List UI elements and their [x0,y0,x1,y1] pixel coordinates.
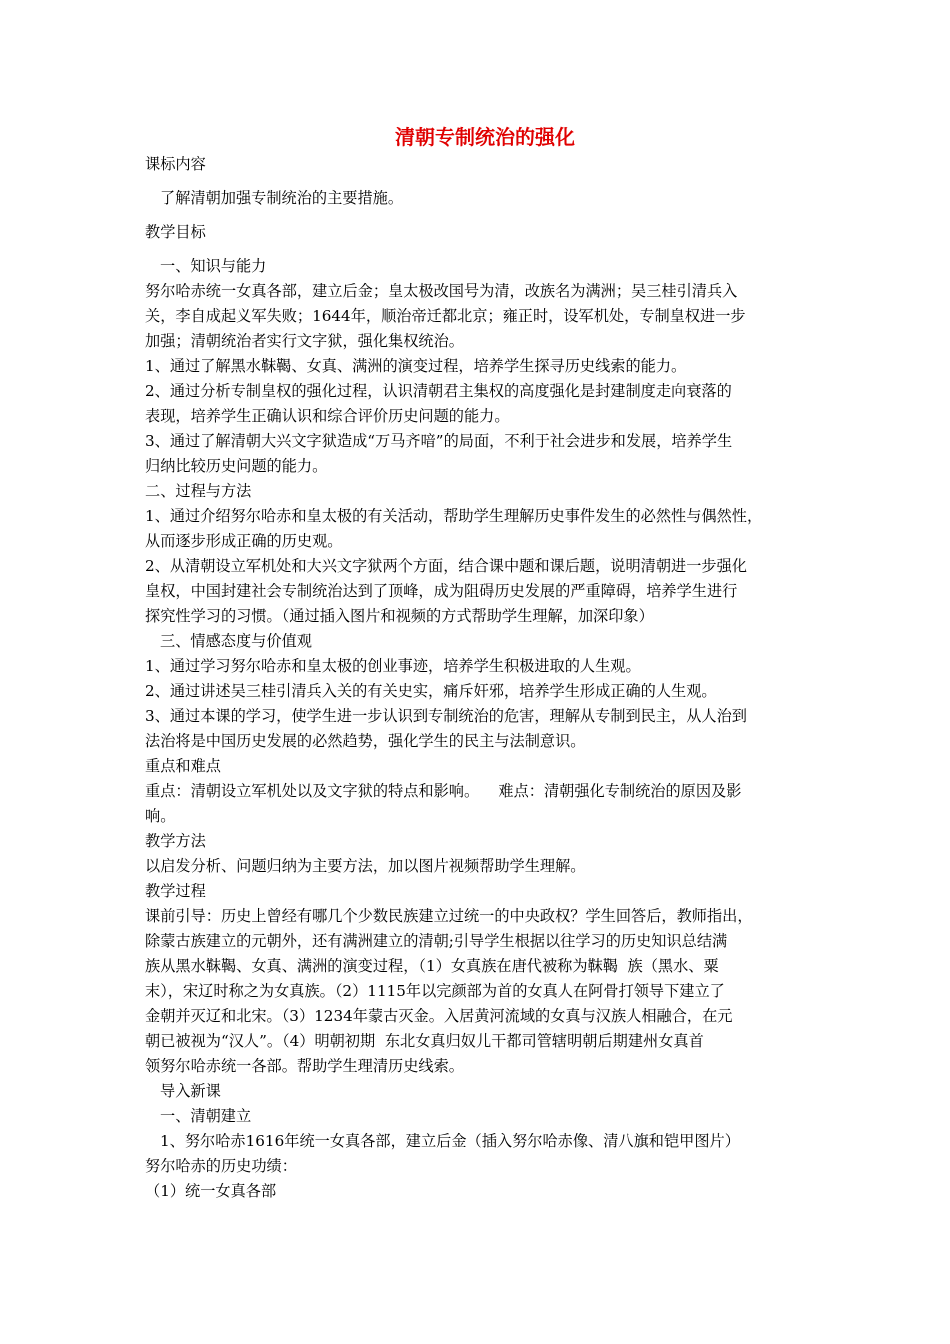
paragraph-line: 归纳比较历史问题的能力。 [145,457,328,475]
paragraph-line: 重点：清朝设立军机处以及文字狱的特点和影响。 难点：清朝强化专制统治的原因及影 [145,782,742,800]
paragraph-line: 末），宋辽时称之为女真族。（2）1115年以完颜部为首的女真人在阿骨打领导下建立了 [145,982,725,1000]
paragraph-line: 1、通过介绍努尔哈赤和皇太极的有关活动，帮助学生理解历史事件发生的必然性与偶然性， [145,507,763,525]
paragraph-line: 加强；清朝统治者实行文字狱，强化集权统治。 [145,332,464,350]
paragraph-line: 探究性学习的习惯。（通过插入图片和视频的方式帮助学生理解，加深印象） [145,607,654,625]
document-title: 清朝专制统治的强化 [395,125,575,149]
paragraph-line: 表现，培养学生正确认识和综合评价历史问题的能力。 [145,407,510,425]
document-page [145,124,825,1204]
section-heading-process: 教学过程 [145,882,206,900]
list-item: （1）统一女真各部 [145,1182,277,1200]
section-heading-curriculum: 课标内容 [145,155,206,173]
paragraph-line: 2、通过讲述吴三桂引清兵入关的有关史实，痛斥奸邪，培养学生形成正确的人生观。 [145,682,717,700]
paragraph-line: 2、从清朝设立军机处和大兴文字狱两个方面，结合课中题和课后题，说明清朝进一步强化 [145,557,747,575]
section-heading-methods: 教学方法 [145,832,206,850]
paragraph-line: 族从黑水靺鞨、女真、满洲的演变过程，（1）女真族在唐代被称为靺鞨 族（黑水、粟 [145,957,719,975]
subsection-heading: 一、知识与能力 [160,257,267,275]
paragraph-line: 除蒙古族建立的元朝外，还有满洲建立的清朝;引导学生根据以往学习的历史知识总结满 [145,932,728,950]
paragraph-line: 领努尔哈赤统一各部。帮助学生理清历史线索。 [145,1057,464,1075]
paragraph-line: 皇权，中国封建社会专制统治达到了顶峰，成为阻碍历史发展的严重障碍，培养学生进行 [145,582,738,600]
paragraph-line: 以启发分析、问题归纳为主要方法，加以图片视频帮助学生理解。 [145,857,586,875]
subsection-heading: 三、情感态度与价值观 [160,632,312,650]
section-heading-objectives: 教学目标 [145,223,206,241]
paragraph-line: 金朝并灭辽和北宋。（3）1234年蒙古灭金。入居黄河流域的女真与汉族人相融合，在元 [145,1007,733,1025]
paragraph-line: 响。 [145,807,176,825]
paragraph-line: 努尔哈赤的历史功绩： [145,1157,297,1175]
paragraph-line: 1、通过了解黑水靺鞨、女真、满洲的演变过程，培养学生探寻历史线索的能力。 [145,357,687,375]
subsection-heading: 一、清朝建立 [160,1107,252,1125]
paragraph-line: 从而逐步形成正确的历史观。 [145,532,343,550]
paragraph-line: 1、通过学习努尔哈赤和皇太极的创业事迹，培养学生积极进取的人生观。 [145,657,641,675]
paragraph-line: 2、通过分析专制皇权的强化过程，认识清朝君主集权的高度强化是封建制度走向衰落的 [145,382,732,400]
paragraph-line: 法治将是中国历史发展的必然趋势，强化学生的民主与法制意识。 [145,732,586,750]
paragraph-line: 课前引导：历史上曾经有哪几个少数民族建立过统一的中央政权？学生回答后，教师指出， [145,907,753,925]
paragraph-line: 3、通过了解清朝大兴文字狱造成“万马齐喑”的局面，不利于社会进步和发展，培养学生 [145,432,733,450]
paragraph-line: 3、通过本课的学习，使学生进一步认识到专制统治的危害，理解从专制到民主，从人治到 [145,707,747,725]
section-heading-key-points: 重点和难点 [145,757,221,775]
paragraph-line: 1、努尔哈赤1616年统一女真各部，建立后金（插入努尔哈赤像、清八旗和铠甲图片） [160,1132,740,1150]
paragraph-line: 努尔哈赤统一女真各部，建立后金；皇太极改国号为清，改族名为满洲；吴三桂引清兵入 [145,282,738,300]
subsection-heading: 导入新课 [160,1082,221,1100]
paragraph-line: 朝已被视为“汉人”。（4）明朝初期 东北女真归奴儿干都司管辖明朝后期建州女真首 [145,1032,704,1050]
subsection-heading: 二、过程与方法 [145,482,252,500]
paragraph-line: 了解清朝加强专制统治的主要措施。 [160,189,403,207]
paragraph-line: 关，李自成起义军失败；1644年，顺治帝迁都北京；雍正时，设军机处，专制皇权进一步 [145,307,746,325]
